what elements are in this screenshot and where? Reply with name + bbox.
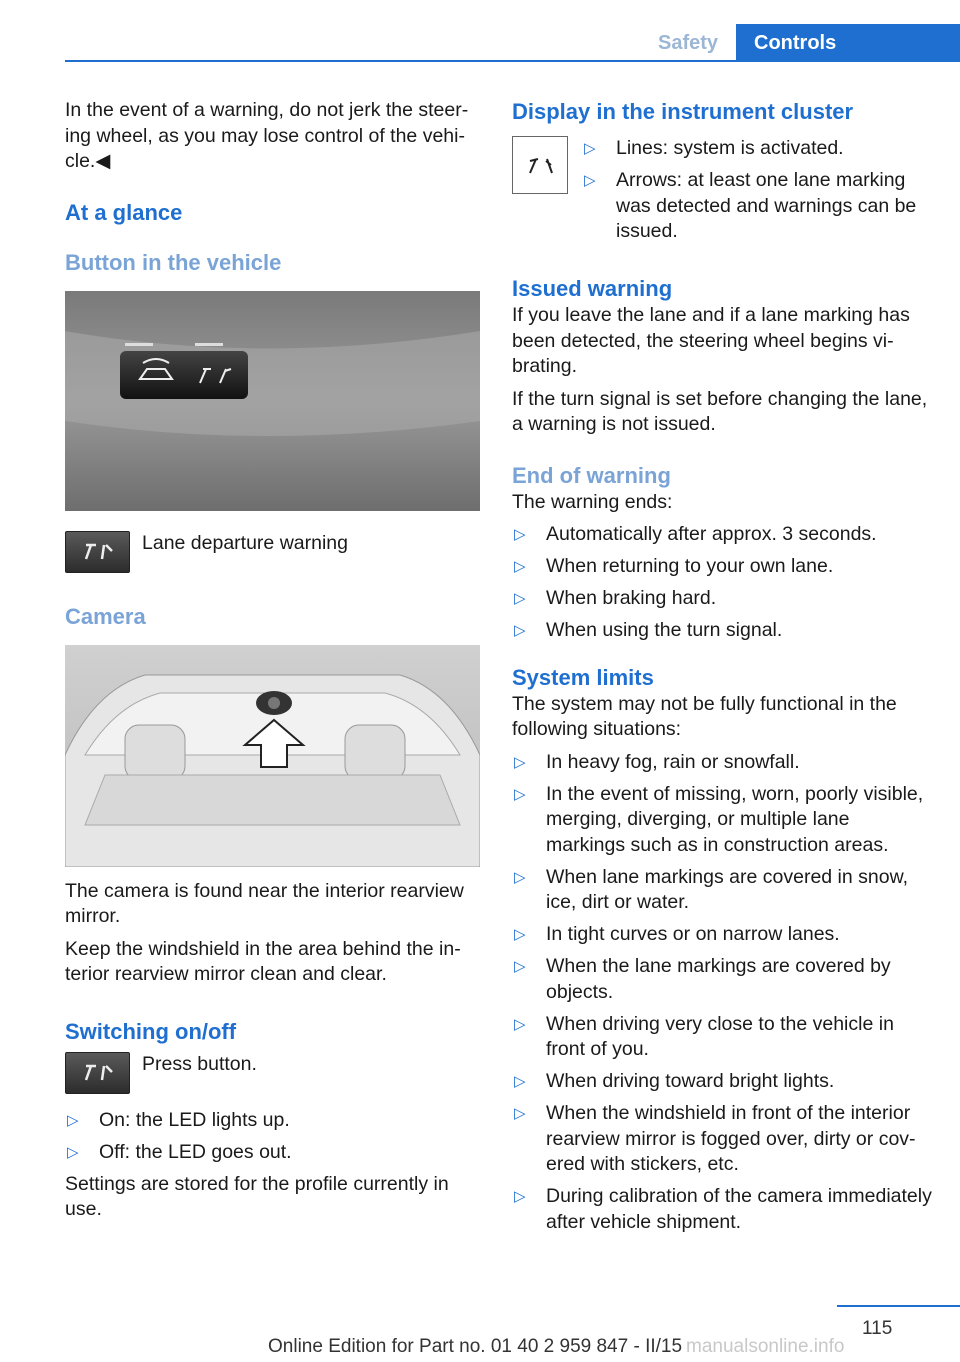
list-item: ▷ Arrows: at least one lane marking was detected and warnings can be issued. <box>584 169 917 242</box>
heading-issued-warning: Issued warning <box>512 276 673 301</box>
footer-rule <box>837 1305 960 1307</box>
bullet-triangle-icon: ▷ <box>514 1073 526 1090</box>
list-item: ▷ Lines: system is activated. <box>582 136 932 162</box>
button-caption: Lane departure warning <box>142 531 348 554</box>
list-item: ▷ In the event of missing, worn, poorly visible, merging, diverging, or multiple lane markings such as in construction areas. <box>514 782 924 856</box>
button-legend <box>65 531 480 573</box>
list-item: ▷ When returning to your own lane. <box>512 554 932 580</box>
bullet-triangle-icon: ▷ <box>514 1188 526 1205</box>
bullet-triangle-icon: ▷ <box>67 1111 79 1129</box>
list-item: ▷ When the lane markings are covered by objects. <box>514 955 891 1003</box>
bullet-triangle-icon: ▷ <box>584 140 596 157</box>
bullet-triangle-icon: ▷ <box>67 1143 79 1161</box>
switch-list <box>65 1108 480 1166</box>
end-list <box>512 522 932 644</box>
bullet-triangle-icon: ▷ <box>514 558 526 575</box>
end-intro: The warning ends: <box>512 490 673 513</box>
right-column <box>512 98 932 1242</box>
bullet-triangle-icon: ▷ <box>514 958 526 975</box>
page-number: 115 <box>862 1318 893 1339</box>
bullet-triangle-icon: ▷ <box>584 172 596 189</box>
bullet-triangle-icon: ▷ <box>514 753 526 771</box>
issued-text-1: If you leave the lane and if a lane marking has been detected, the steering wheel begins vibrating. <box>512 304 910 377</box>
heading-end-of-warning: End of warning <box>512 462 671 488</box>
settings-note: Settings are stored for the profile currently in use. <box>65 1172 449 1220</box>
bullet-triangle-icon: ▷ <box>514 1015 526 1033</box>
button-photo <box>65 291 480 511</box>
heading-camera: Camera <box>65 603 146 629</box>
bullet-triangle-icon: ▷ <box>514 1105 526 1122</box>
watermark-text: manualsonline.info <box>686 1336 845 1357</box>
heading-at-a-glance: At a glance <box>65 199 183 225</box>
list-item: ▷ Off: the LED goes out. <box>65 1140 480 1166</box>
list-item: ▷ When driving toward bright lights. <box>512 1069 932 1095</box>
list-item: ▷ When braking hard. <box>512 586 932 612</box>
bullet-triangle-icon: ▷ <box>514 622 526 639</box>
heading-display: Display in the instrument cluster <box>512 99 854 124</box>
lane-departure-button-icon <box>65 531 130 573</box>
bullet-triangle-icon: ▷ <box>514 590 526 607</box>
tab-controls[interactable]: Controls <box>736 24 960 62</box>
heading-system-limits: System limits <box>512 664 654 690</box>
switch-caption: Press button. <box>142 1052 257 1075</box>
camera-location-text: The camera is found near the interior rearview mirror. <box>65 879 464 927</box>
lane-display-icon <box>512 136 568 194</box>
bullet-triangle-icon: ▷ <box>514 868 526 886</box>
list-item: ▷ Automatically after approx. 3 seconds. <box>512 522 932 548</box>
left-column <box>65 98 480 1230</box>
list-item: ▷ On: the LED lights up. <box>65 1108 480 1134</box>
limits-intro: The system may not be fully functional in the following situations: <box>512 692 897 740</box>
bullet-triangle-icon: ▷ <box>514 526 526 543</box>
list-item: ▷ When the windshield in front of the interior rearview mirror is fogged over, dirty or covered with stickers, etc. <box>514 1102 916 1175</box>
list-item: ▷ During calibration of the camera immediately after vehicle shipment. <box>514 1185 932 1233</box>
edition-text: Online Edition for Part no. 01 40 2 959 847 - II/15 <box>268 1336 683 1357</box>
camera-photo <box>65 645 480 867</box>
heading-button-in-vehicle: Button in the vehicle <box>65 249 282 275</box>
intro-paragraph: In the event of a warning, do not jerk the steering wheel, as you may lose control of the vehicle.◀ <box>65 99 469 172</box>
limits-list <box>512 750 932 1236</box>
camera-clean-text: Keep the windshield in the area behind the interior rearview mirror clean and clear. <box>65 937 461 985</box>
issued-text-2: If the turn signal is set before changing the lane, a warning is not issued. <box>512 387 928 435</box>
list-item: ▷ When lane markings are covered in snow, ice, dirt or water. <box>514 865 909 913</box>
display-legend <box>512 136 932 251</box>
heading-switching: Switching on/off <box>65 1018 237 1044</box>
bullet-triangle-icon: ▷ <box>514 785 526 803</box>
tab-safety[interactable]: Safety <box>657 31 719 54</box>
list-item: ▷ In tight curves or on narrow lanes. <box>512 922 932 948</box>
bullet-triangle-icon: ▷ <box>514 926 526 943</box>
switch-legend <box>65 1052 480 1094</box>
list-item: ▷ When using the turn signal. <box>512 618 932 644</box>
list-item: ▷ When driving very close to the vehicle in front of you. <box>514 1012 894 1060</box>
display-list <box>582 136 932 251</box>
list-item: ▷ In heavy fog, rain or snowfall. <box>512 750 932 776</box>
lane-departure-button-icon <box>65 1052 130 1094</box>
